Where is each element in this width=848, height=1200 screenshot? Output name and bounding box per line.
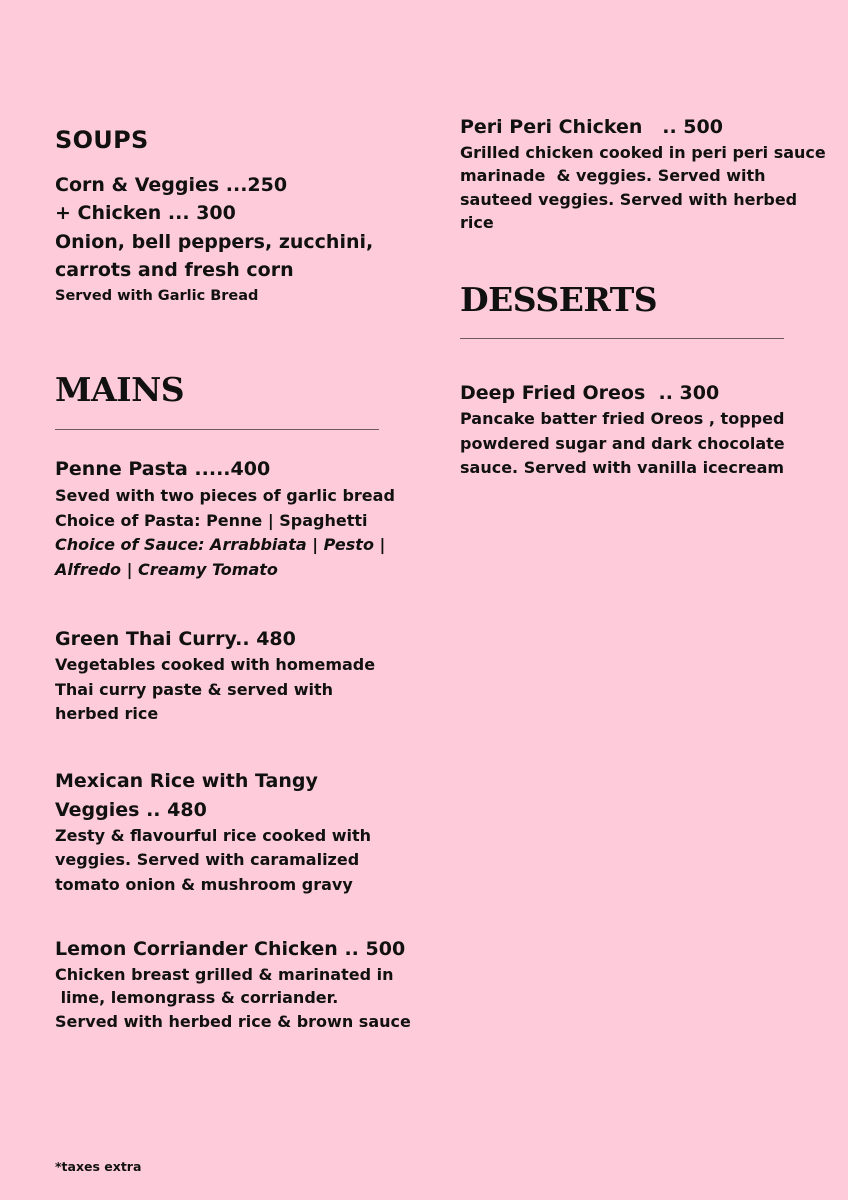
menu-item-description: Served with herbed rice & brown sauce	[55, 1012, 411, 1031]
menu-item-description: powdered sugar and dark chocolate	[460, 434, 785, 453]
menu-item-title: Deep Fried Oreos .. 300	[460, 382, 720, 404]
menu-item-description: herbed rice	[55, 704, 159, 723]
menu-item-title: Green Thai Curry.. 480	[55, 628, 296, 650]
soup-description: Onion, bell peppers, zucchini,	[55, 231, 374, 253]
menu-item-description: veggies. Served with caramalized	[55, 850, 360, 869]
menu-item-description: Pancake batter fried Oreos , topped	[460, 409, 785, 428]
desserts-divider	[460, 338, 784, 339]
mains-heading: MAINS	[55, 370, 185, 409]
menu-item-description: Thai curry paste & served with	[55, 680, 334, 699]
soup-item-title: Corn & Veggies ...250	[55, 174, 288, 196]
soups-heading: SOUPS	[55, 126, 149, 154]
menu-item-title: Peri Peri Chicken .. 500	[460, 116, 723, 138]
menu-item-description: rice	[460, 213, 494, 232]
menu-item-description: Vegetables cooked with homemade	[55, 655, 376, 674]
menu-item-description: tomato onion & mushroom gravy	[55, 875, 353, 894]
menu-item-sauce-choice: Choice of Sauce: Arrabbiata | Pesto |	[55, 535, 386, 554]
soup-item-chicken-option: + Chicken ... 300	[55, 202, 236, 224]
menu-item-description: marinade & veggies. Served with	[460, 166, 766, 185]
desserts-heading: DESSERTS	[460, 280, 658, 319]
menu-item-sauce-choice: Alfredo | Creamy Tomato	[55, 560, 278, 579]
menu-item-description: Chicken breast grilled & marinated in	[55, 965, 394, 984]
soup-note: Served with Garlic Bread	[55, 288, 259, 304]
menu-item-title: Lemon Corriander Chicken .. 500	[55, 938, 406, 960]
menu-item-description: lime, lemongrass & corriander.	[55, 988, 339, 1007]
menu-item-title: Mexican Rice with Tangy	[55, 770, 318, 792]
menu-item-description: Zesty & flavourful rice cooked with	[55, 826, 372, 845]
menu-item-title: Penne Pasta .....400	[55, 458, 271, 480]
menu-item-description: Choice of Pasta: Penne | Spaghetti	[55, 511, 368, 530]
taxes-footnote: *taxes extra	[55, 1159, 142, 1174]
menu-item-title: Veggies .. 480	[55, 799, 207, 821]
menu-item-description: sauce. Served with vanilla icecream	[460, 458, 785, 477]
soup-description: carrots and fresh corn	[55, 259, 294, 281]
mains-divider	[55, 429, 379, 430]
menu-item-description: sauteed veggies. Served with herbed	[460, 190, 798, 209]
menu-item-description: Seved with two pieces of garlic bread	[55, 486, 395, 505]
menu-item-description: Grilled chicken cooked in peri peri sauce	[460, 143, 826, 162]
